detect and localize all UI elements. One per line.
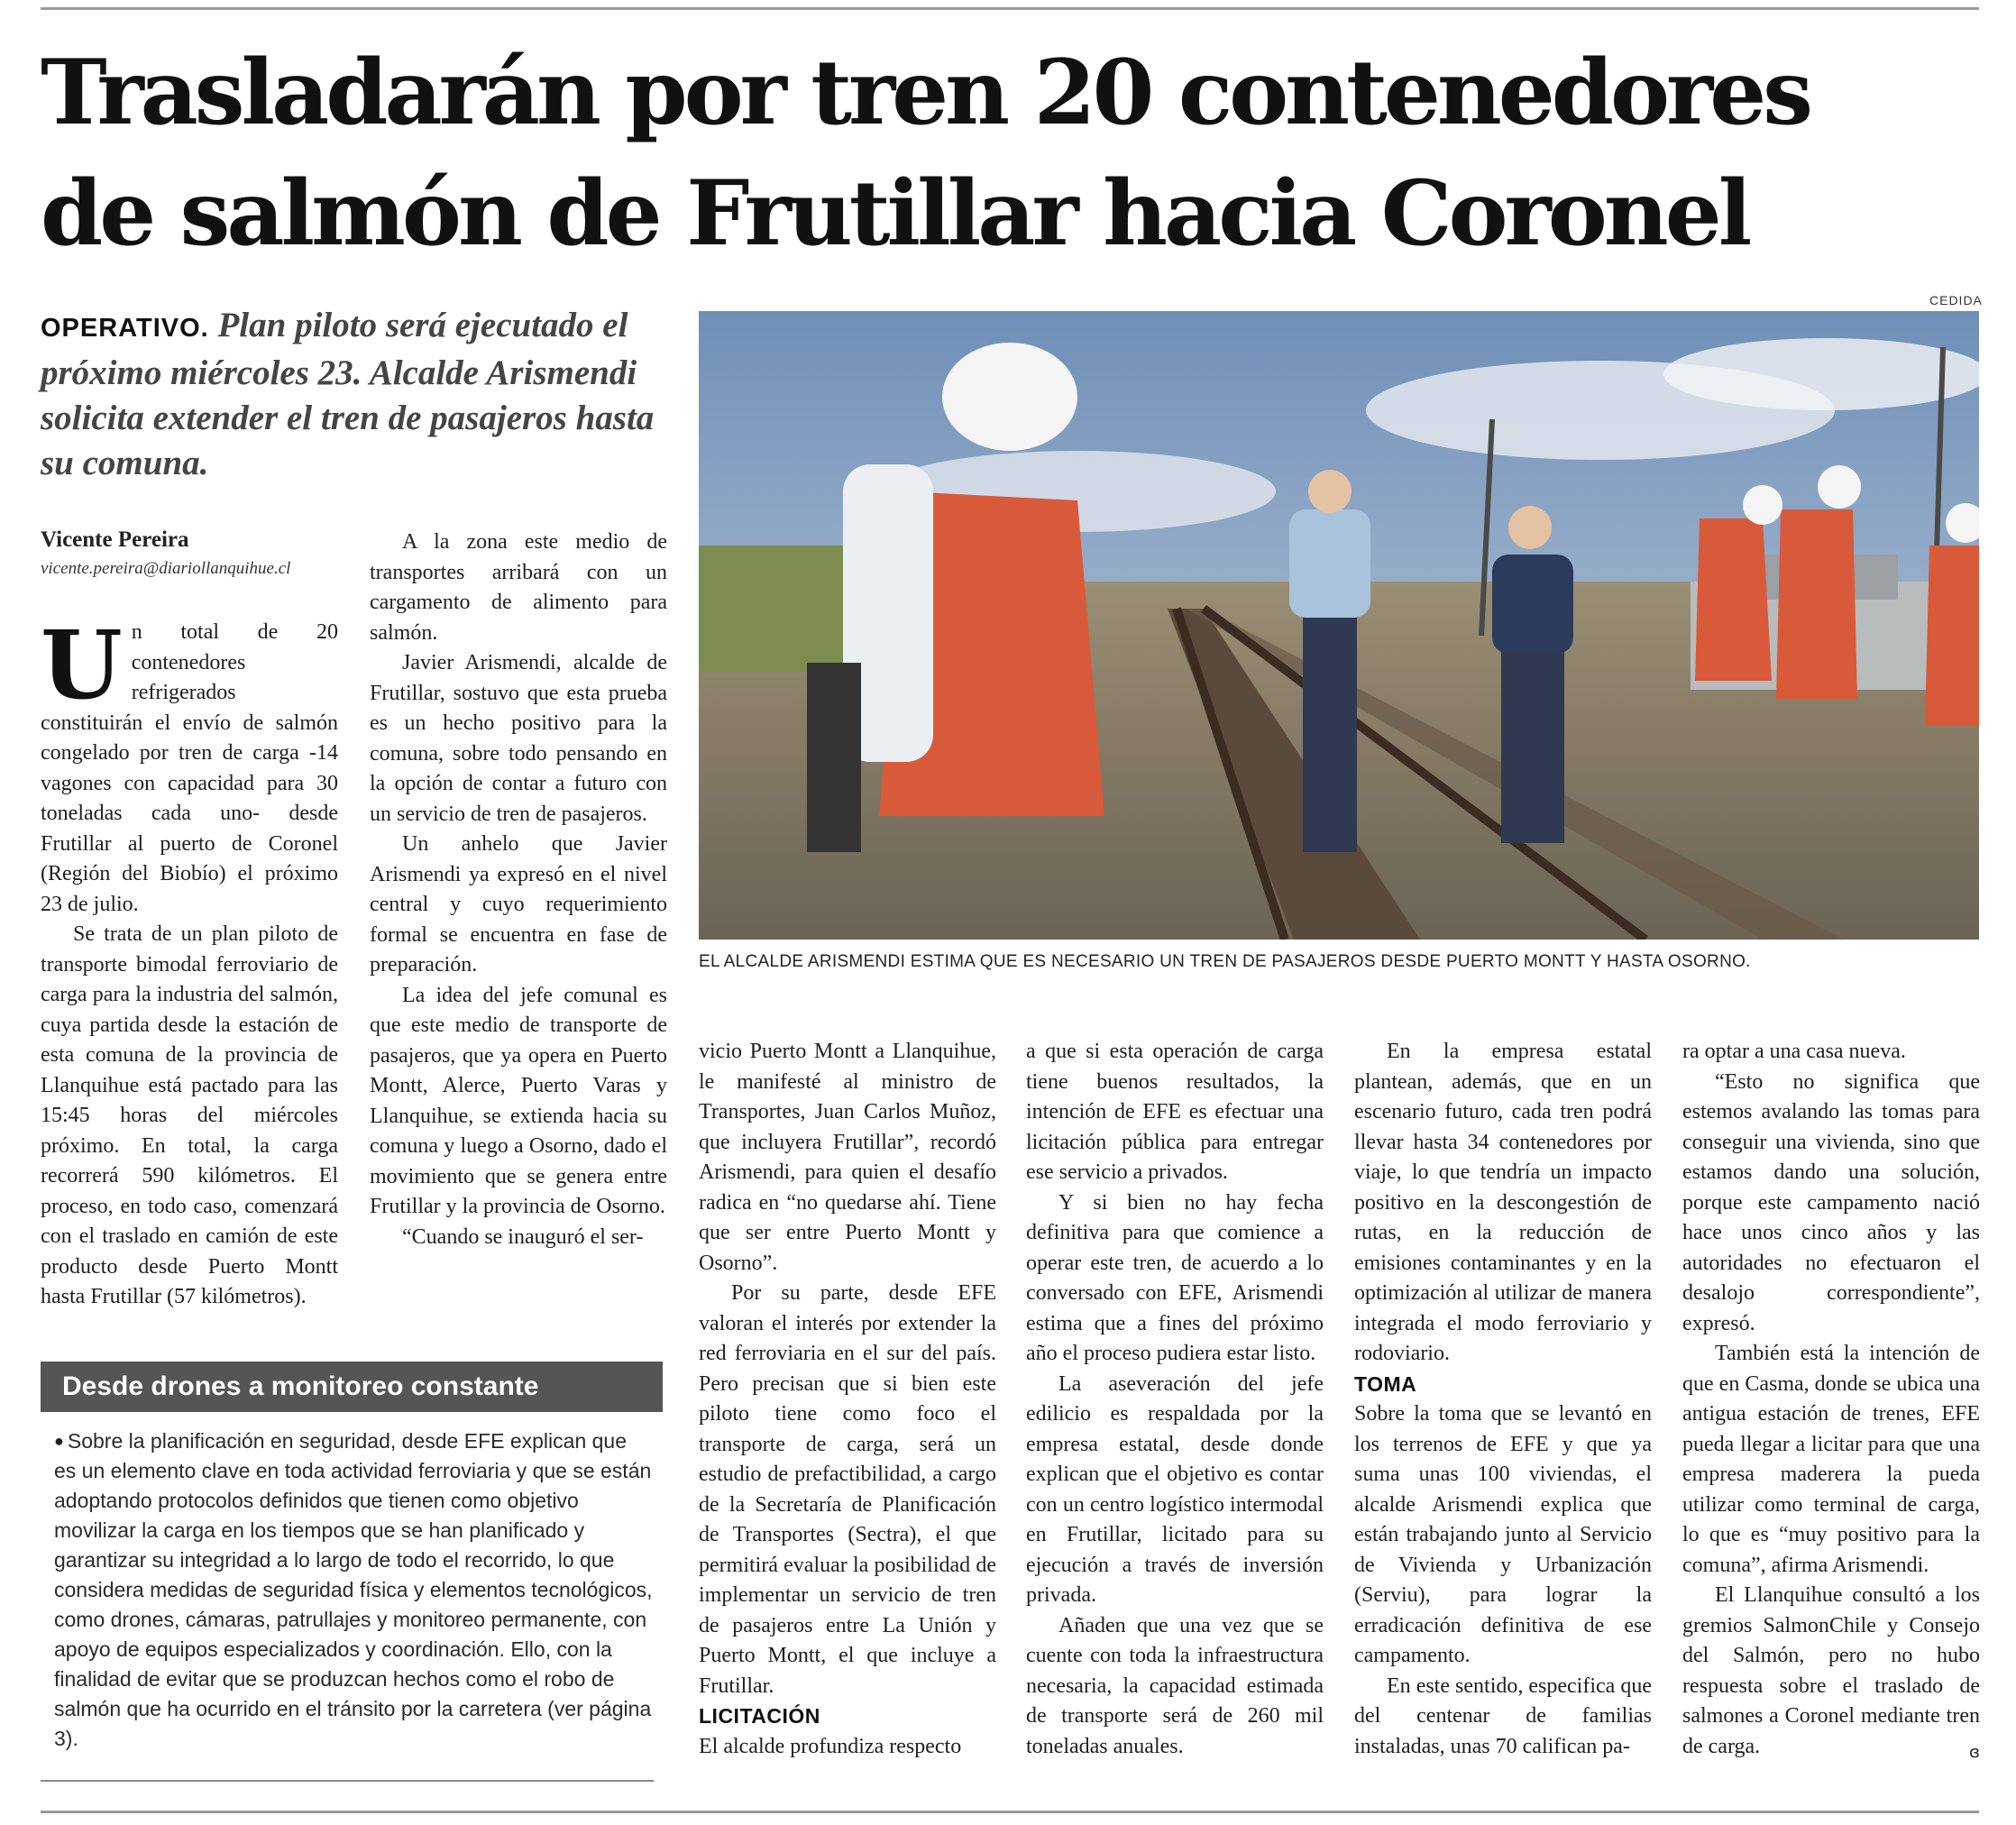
paragraph: Se trata de un plan piloto de transporte bimodal ferroviario de carga para la industria del salmón, cuya partida desde la estación de esta comuna de la provincia de Llanquihue está pactado para las 15:45 horas del miércoles próximo. En total, la carga recorrerá 590 kilómetros. El proceso, en todo caso, comenzará con el traslado en camión de este producto desde Puerto Montt hasta Frutillar (57 kilómetros).	[41, 922, 338, 1308]
drop-cap: U	[41, 610, 123, 720]
paragraph: En este sentido, especifica que del centenar de familias instaladas, unas 70 califican pa-	[1354, 1674, 1652, 1758]
byline-author: Vicente Pereira	[41, 527, 189, 552]
paragraph: “Cuando se inauguró el ser-	[402, 1224, 644, 1249]
photo-credit: CEDIDA	[1929, 293, 1983, 307]
column-2	[370, 527, 667, 1252]
paragraph-text: n total de 20 contenedores refrigerados constituirán el envío de salmón congelado por tren de carga -14 vagones con capacidad para 30 toneladas cada uno- desde Frutillar al puerto de Coronel (Región del Biobío) el próximo 23 de julio.	[41, 620, 338, 916]
column-4	[1026, 1037, 1324, 1762]
paragraph: En la empresa estatal plantean, además, que en un escenario futuro, cada tren podrá llevar hasta 34 contenedores por viaje, lo que tendría un impacto positivo en la descongestión de rutas, en la reducción de emisiones contaminantes y en la optimización al utilizar de manera integrada el modo ferroviario y rodoviario.	[1354, 1040, 1652, 1365]
column-3	[699, 1037, 996, 1762]
paragraph: La aseveración del jefe edilicio es respaldada por la empresa estatal, desde donde explican que el objetivo es contar con un centro logístico intermodal en Frutillar, licitado para su ejecución a través de inversión privada.	[1026, 1371, 1324, 1607]
headline	[41, 32, 1988, 274]
sidebar-box-text: Sobre la planificación en seguridad, desde EFE explican que es un elemento clave en toda actividad ferroviaria y que se están adoptando protocolos definidos que tienen como objetivo movilizar la carga en los tiempos que se han planificado y garantizar su integridad a lo largo de todo el recorrido, lo que considera medidas de seguridad física y elementos tecnológicos, como drones, cámaras, patrullajes y monitoreo permanente, con apoyo de equipos especializados y coordinación. Ello, con la finalidad de evitar que se produzcan hechos como el robo de salmón que ha ocurrido en el tránsito por la carretera (ver página 3).	[54, 1429, 653, 1750]
paragraph: Añaden que una vez que se cuente con toda la infraestructura necesaria, la capacidad estimada de transporte será de 260 mil toneladas anuales.	[1026, 1613, 1324, 1758]
deck-kicker: OPERATIVO.	[41, 314, 209, 343]
paragraph: Un anhelo que Javier Arismendi ya expresó en el nivel central y cuyo requerimiento formal se encuentra en fase de preparación.	[370, 832, 667, 977]
paragraph: Y si bien no hay fecha definitiva para que comience a operar este tren, de acuerdo a lo conversado con EFE, Arismendi estima que a fines del próximo año el proceso pudiera estar listo.	[1026, 1190, 1324, 1365]
sidebar-box-rule	[41, 1780, 654, 1782]
bullet-icon: ●	[54, 1432, 64, 1450]
subhead: TOMA	[1354, 1371, 1417, 1396]
paragraph: Javier Arismendi, alcalde de Frutillar, sostuvo que esta prueba es un hecho positivo para la comuna, sobre todo pensando en la opción de contar a futuro con un servicio de tren de pasajeros.	[370, 651, 667, 826]
paragraph: vicio Puerto Montt a Llanquihue, le manifesté al ministro de Transportes, Juan Carlos Muñoz, que incluyera Frutillar”, recordó Arismendi, para quien el desafío radica en “no quedarse ahí. Tiene que ser entre Puerto Montt y Osorno”.	[699, 1040, 996, 1275]
paragraph: A la zona este medio de transportes arribará con un cargamento de alimento para salmón.	[370, 530, 667, 645]
bottom-rule	[41, 1811, 1979, 1813]
paragraph: El alcalde profundiza respecto	[699, 1734, 962, 1758]
headline-line-1: Trasladarán por tren 20 contenedores	[41, 41, 1810, 145]
column-6	[1682, 1037, 1980, 1767]
deck	[41, 303, 672, 486]
headline-line-2: de salmón de Frutillar hacia Coronel	[41, 161, 1749, 266]
paragraph: ra optar a una casa nueva.	[1682, 1040, 1906, 1063]
paragraph: “Esto no significa que estemos avalando las tomas para conseguir una vivienda, sino que estamos dando una solución, porque este campamento nació hace unos cinco años y las autoridades no efectuaron el desalojo correspondiente”, expresó.	[1682, 1069, 1980, 1335]
article-photo	[699, 311, 1979, 940]
paragraph: Por su parte, desde EFE valoran el interés por extender la red ferroviaria en el sur del país. Pero precisan que si bien este piloto tiene como foco el transporte de carga, será un estudio de prefactibilidad, a cargo de la Secretaría de Planificación de Transportes (Sectra), el que permitirá evaluar la posibilidad de implementar un servicio de tren de pasajeros entre La Unión y Puerto Montt, el que incluye a Frutillar.	[699, 1281, 996, 1698]
photo-caption: EL ALCALDE ARISMENDI ESTIMA QUE ES NECESARIO UN TREN DE PASAJEROS DESDE PUERTO MONTT Y HASTA OSORNO.	[699, 952, 1751, 971]
paragraph-text: El Llanquihue consultó a los gremios SalmonChile y Consejo del Salmón, pero no hubo respuesta sobre el traslado de salmones a Coronel mediante tren de carga.	[1682, 1583, 1980, 1758]
paragraph	[41, 610, 338, 920]
column-1	[41, 610, 338, 1313]
end-mark: ɞ	[1969, 1742, 1980, 1762]
deck-text: Plan piloto será ejecutado el próximo miércoles 23. Alcalde Arismendi solicita extender el tren de pasajeros hasta su comuna.	[41, 306, 655, 482]
paragraph	[1682, 1581, 1980, 1762]
sidebar-box-body	[54, 1426, 654, 1754]
subhead: LICITACIÓN	[699, 1704, 820, 1728]
column-5	[1354, 1037, 1652, 1762]
paragraph: La idea del jefe comunal es que este medio de transporte de pasajeros, que ya opera en Puerto Montt, Alerce, Puerto Varas y Llanquihue, se extienda hacia su comuna y luego a Osorno, dado el movimiento que se genera entre Frutillar y la provincia de Osorno.	[370, 983, 667, 1218]
paragraph: También está la intención de que en Casma, donde se ubica una antigua estación de trenes, EFE pueda llegar a licitar para que una empresa maderera la pueda utilizar como terminal de carga, lo que es “muy positivo para la comuna”, afirma Arismendi.	[1682, 1342, 1980, 1577]
paragraph: a que si esta operación de carga tiene buenos resultados, la intención de EFE es efectuar una licitación pública para entregar ese servicio a privados.	[1026, 1040, 1324, 1184]
top-rule	[41, 7, 1979, 10]
paragraph: Sobre la toma que se levantó en los terrenos de EFE y que ya suma unas 100 viviendas, el alcalde Arismendi explica que están trabajando junto al Servicio de Vivienda y Urbanización (Serviu), para lograr la erradicación definitiva de ese campamento.	[1354, 1402, 1652, 1667]
sidebar-box-title: Desde drones a monitoreo constante	[41, 1362, 663, 1412]
byline-email: vicente.pereira@diariollanquihue.cl	[41, 559, 291, 578]
